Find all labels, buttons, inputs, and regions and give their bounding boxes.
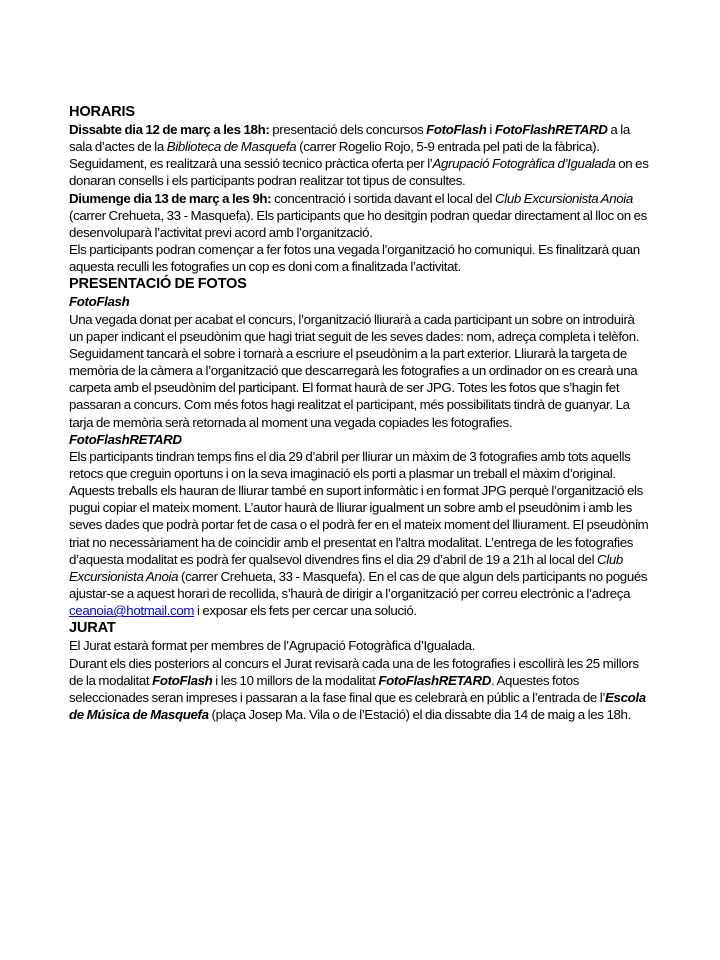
section-heading-horaris: HORARIS [69, 104, 135, 120]
email-link[interactable]: ceanoia@hotmail.com [69, 603, 195, 619]
document-body [69, 103, 649, 723]
club-name: Club Excursionista Anoia [69, 551, 623, 584]
paragraph-jurat-2: Durant els dies posteriors al concurs el Jurat revisarà cada una de les fotografies i escollirà les 25 millors de la modalitat FotoFlash i les 10 millors de la modalitat FotoFlashRETARD. Aquestes fotos seleccionades seran impreses i passaran a la fase final que es celebrarà en públic a l’entrada de l’Escola de Música de Masquefa (plaça Josep Ma. Vila o de l’Estació) el dia dissabte dia 14 de maig a les 18h. [69, 655, 646, 722]
contest-name: FotoFlashRETARD [494, 122, 608, 137]
subheading-fotoflashretard: FotoFlashRETARD [69, 431, 182, 447]
org-name: Agrupació Fotogràfica d’Igualada [432, 156, 616, 172]
place-name: Biblioteca de Masquefa [166, 139, 297, 155]
diumenge-lead: Diumenge dia 13 de març a les 9h: [69, 190, 272, 206]
paragraph-fotoflash: Una vegada donat per acabat el concurs, l’organització lliurarà a cada participant un sobre on introduirà un paper indicant el pseudònim que hagi triat seguit de les seves dades: nom, adreça completa i telèfon. Seguidament tancarà el sobre i tornarà a escriure el pseudònim a la part exterior. Lliurarà la targeta de memòria de la càmera a l’organització que descarregarà les fotografies a un ordinador on es crearà una carpeta amb el pseudònim del participant. El format haurà de ser JPG. Totes les fotos que s’hagin fet passaran a concurs. Com més fotos hagi realitzat el participant, més possibilitats tindrà de guanyar. La tarja de memòria serà retornada al moment una vegada copiades les fotografies. [69, 311, 640, 430]
dissabte-lead: Dissabte dia 12 de març a les 18h: [69, 122, 270, 137]
contest-name: FotoFlashRETARD [378, 672, 492, 688]
subheading-fotoflash: FotoFlash [69, 294, 130, 310]
paragraph-closing: Els participants podran començar a fer fotos una vegada l’organització ho comuniqui. Es finalitzarà quan aquesta reculli les fotografies un cop es doni com a finalitzada l’activitat. [69, 242, 640, 275]
section-heading-presentacio: PRESENTACIÓ DE FOTOS [69, 276, 247, 293]
paragraph-jurat-1: El Jurat estarà format per membres de l’Agrupació Fotogràfica d’Igualada. [69, 638, 476, 654]
paragraph-dissabte: Dissabte dia 12 de març a les 18h: presentació dels concursos FotoFlash i FotoFlashRETARD a la sala d’actes de la Biblioteca de Masquefa (carrer Rogelio Rojo, 5-9 entrada pel pati de la fàbrica). Seguidament, es realitzarà una sessió tecnico pràctica oferta per l’Agrupació Fotogràfica d’Igualada on es donaran consells i els participants podran realitzar tot tipus de consultes. [69, 122, 649, 189]
school-name: Escola de Música de Masquefa [69, 689, 646, 722]
paragraph-diumenge: Diumenge dia 13 de març a les 9h: concentració i sortida davant el local del Club Excursionista Anoia (carrer Crehueta, 33 - Masquefa). Els participants que ho desitgin podran quedar directament al lloc on es desenvoluparà l’activitat previ acord amb l’organització. [69, 190, 647, 240]
paragraph-fotoflashretard: Els participants tindran temps fins el dia 29 d’abril per lliurar un màxim de 3 fotografies amb tots aquells retocs que creguin oportuns i on la seva imaginació els porti a plasmar un treball el màxim d’original. Aquests treballs els hauran de lliurar també en suport informàtic i en format JPG perquè l’organització els pugui copiar el mateix moment. L’autor haurà de lliurar igualment un sobre amb el pseudònim i amb les seves dades que podrà portar fet de casa o el podrà fer en el mateix moment del lliurament. El pseudònim triat no necessàriament ha de coincidir amb el presentat en l’altra modalitat. L’entrega de les fotografies d’aquesta modalitat es podrà fer qualsevol divendres fins el dia 29 d’abril de 19 a 21h al local del Club Excursionista Anoia (carrer Crehueta, 33 - Masquefa). En el cas de que algun dels participants no pogués ajustar-se a aquest horari de recollida, s’haurà de dirigir a l’organització per correu electrònic a l’adreça ceanoia@hotmail.com i exposar els fets per cercar una solució. [69, 448, 649, 619]
club-name: Club Excursionista Anoia [495, 190, 633, 206]
section-heading-jurat: JURAT [69, 620, 116, 637]
contest-name: FotoFlash [152, 672, 213, 688]
contest-name: FotoFlash [426, 122, 487, 137]
